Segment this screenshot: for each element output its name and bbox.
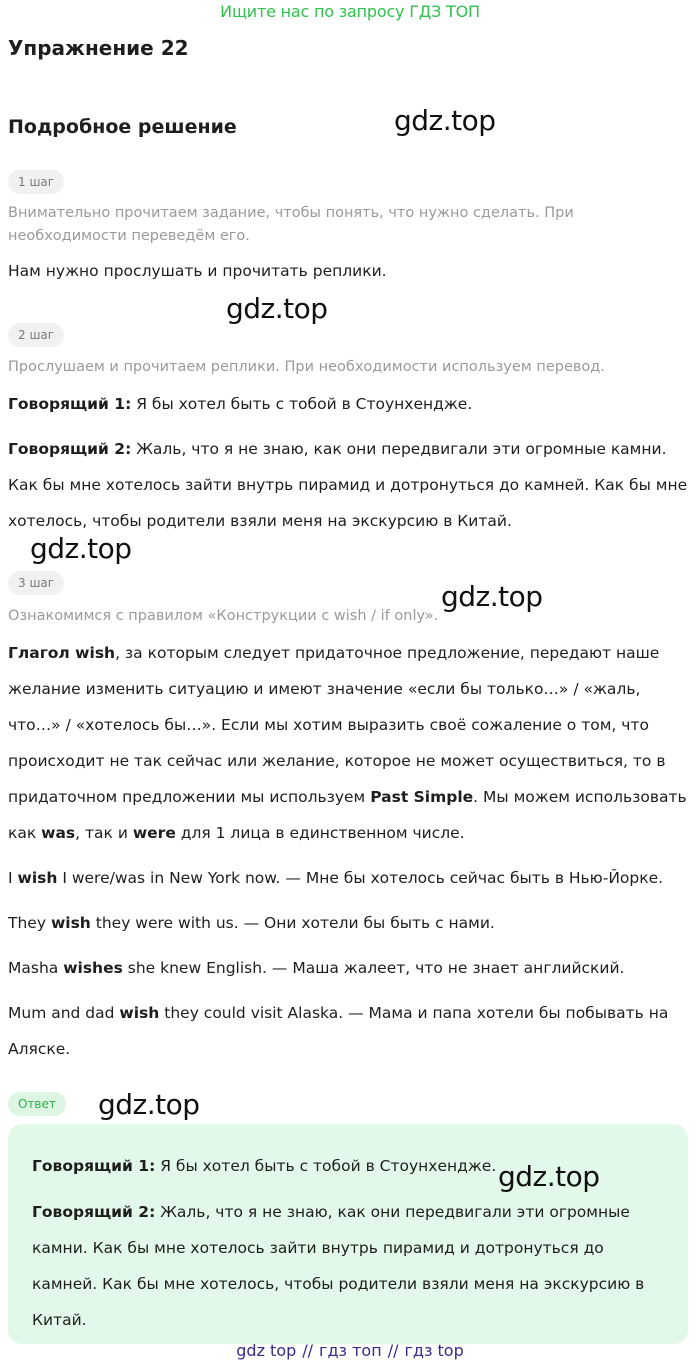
example-part: Mum and dad bbox=[8, 1004, 120, 1022]
step-hint: Прослушаем и прочитаем реплики. При необходимости используем перевод. bbox=[8, 359, 605, 375]
footer-separator: // bbox=[387, 1341, 399, 1360]
speaker-text: Жаль, что я не знаю, как они передвигали эти огромные камни. Как бы мне хотелось зайти внутрь пирамид и дотронуться до камней. Как бы мне хотелось, чтобы родители взяли меня на экскурсию в Китай. bbox=[8, 440, 688, 530]
footer-links bbox=[0, 1341, 700, 1360]
watermark: gdz.top bbox=[441, 580, 543, 613]
speaker-text: Я бы хотел быть с тобой в Стоунхендже. bbox=[131, 395, 473, 413]
example-line bbox=[8, 950, 696, 986]
example-bold: wish bbox=[119, 1004, 160, 1022]
step-badge: 1 шаг bbox=[8, 170, 64, 194]
dialogue-line-2 bbox=[8, 431, 696, 539]
speaker-label: Говорящий 1: bbox=[8, 395, 132, 413]
footer-link[interactable]: гдз топ bbox=[319, 1341, 382, 1360]
example-line bbox=[8, 860, 696, 896]
rule-part: , за которым следует придаточное предложение, передают наше желание изменить ситуацию и имеют значение «если бы только…» / «жаль, что…» / «хотелось бы…». Если мы хотим выразить своё сожаление о том, что происходит не так сейчас или желание, которое не может осуществиться, то в придаточном предложении мы используем bbox=[8, 644, 666, 806]
footer-link[interactable]: gdz top bbox=[236, 1341, 297, 1360]
speaker-text: Жаль, что я не знаю, как они передвигали эти огромные камни. Как бы мне хотелось зайти внутрь пирамид и дотронуться до камней. Как бы мне хотелось, чтобы родители взяли меня на экскурсию в Китай. bbox=[32, 1203, 645, 1329]
example-part: I were/was in New York now. — Мне бы хотелось сейчас быть в Нью-Йорке. bbox=[57, 869, 664, 887]
example-line bbox=[8, 995, 696, 1067]
answer-badge: Ответ bbox=[8, 1092, 66, 1116]
step-hint: Ознакомимся с правилом «Конструкции с wish / if only». bbox=[8, 608, 439, 624]
example-line bbox=[8, 905, 696, 941]
speaker-label: Говорящий 2: bbox=[32, 1203, 156, 1221]
footer-separator: // bbox=[302, 1341, 314, 1360]
rule-part: , так и bbox=[75, 824, 133, 842]
rule-part: . Мы можем использовать как bbox=[8, 788, 687, 842]
rule-text bbox=[8, 635, 696, 851]
step-badge: 3 шаг bbox=[8, 571, 64, 595]
example-bold: wish bbox=[50, 914, 91, 932]
watermark: gdz.top bbox=[394, 104, 496, 137]
rule-bold: was bbox=[41, 824, 76, 842]
watermark: gdz.top bbox=[30, 532, 132, 565]
speaker-label: Говорящий 1: bbox=[32, 1157, 156, 1175]
example-bold: wish bbox=[17, 869, 58, 887]
step-hint: Внимательно прочитаем задание, чтобы понять, что нужно сделать. При необходимости переведём его. bbox=[8, 205, 574, 244]
watermark: gdz.top bbox=[498, 1160, 600, 1193]
example-part: They bbox=[8, 914, 51, 932]
example-part: she knew English. — Маша жалеет, что не знает английский. bbox=[122, 959, 625, 977]
speaker-text: Я бы хотел быть с тобой в Стоунхендже. bbox=[155, 1157, 497, 1175]
top-search-link[interactable]: Ищите нас по запросу ГДЗ ТОП bbox=[220, 2, 480, 21]
rule-bold: Past Simple bbox=[370, 788, 474, 806]
step-badge: 2 шаг bbox=[8, 323, 64, 347]
watermark: gdz.top bbox=[226, 292, 328, 325]
example-part: Masha bbox=[8, 959, 64, 977]
rule-bold: Глагол wish bbox=[8, 644, 116, 662]
example-part: I bbox=[8, 869, 18, 887]
watermark: gdz.top bbox=[98, 1088, 200, 1121]
example-bold: wishes bbox=[63, 959, 123, 977]
answer-line-2 bbox=[32, 1194, 662, 1338]
rule-part: для 1 лица в единственном числе. bbox=[175, 824, 465, 842]
section-title: Подробное решение bbox=[8, 116, 237, 138]
speaker-label: Говорящий 2: bbox=[8, 440, 132, 458]
example-part: they could visit Alaska. — Мама и папа хотели бы побывать на Аляске. bbox=[8, 1004, 669, 1058]
dialogue-line-1 bbox=[8, 386, 696, 422]
step-text: Нам нужно прослушать и прочитать реплики. bbox=[8, 262, 387, 280]
footer-link[interactable]: гдз top bbox=[404, 1341, 464, 1360]
rule-bold: were bbox=[132, 824, 176, 842]
page-title: Упражнение 22 bbox=[8, 36, 189, 60]
example-part: they were with us. — Они хотели бы быть с нами. bbox=[90, 914, 495, 932]
